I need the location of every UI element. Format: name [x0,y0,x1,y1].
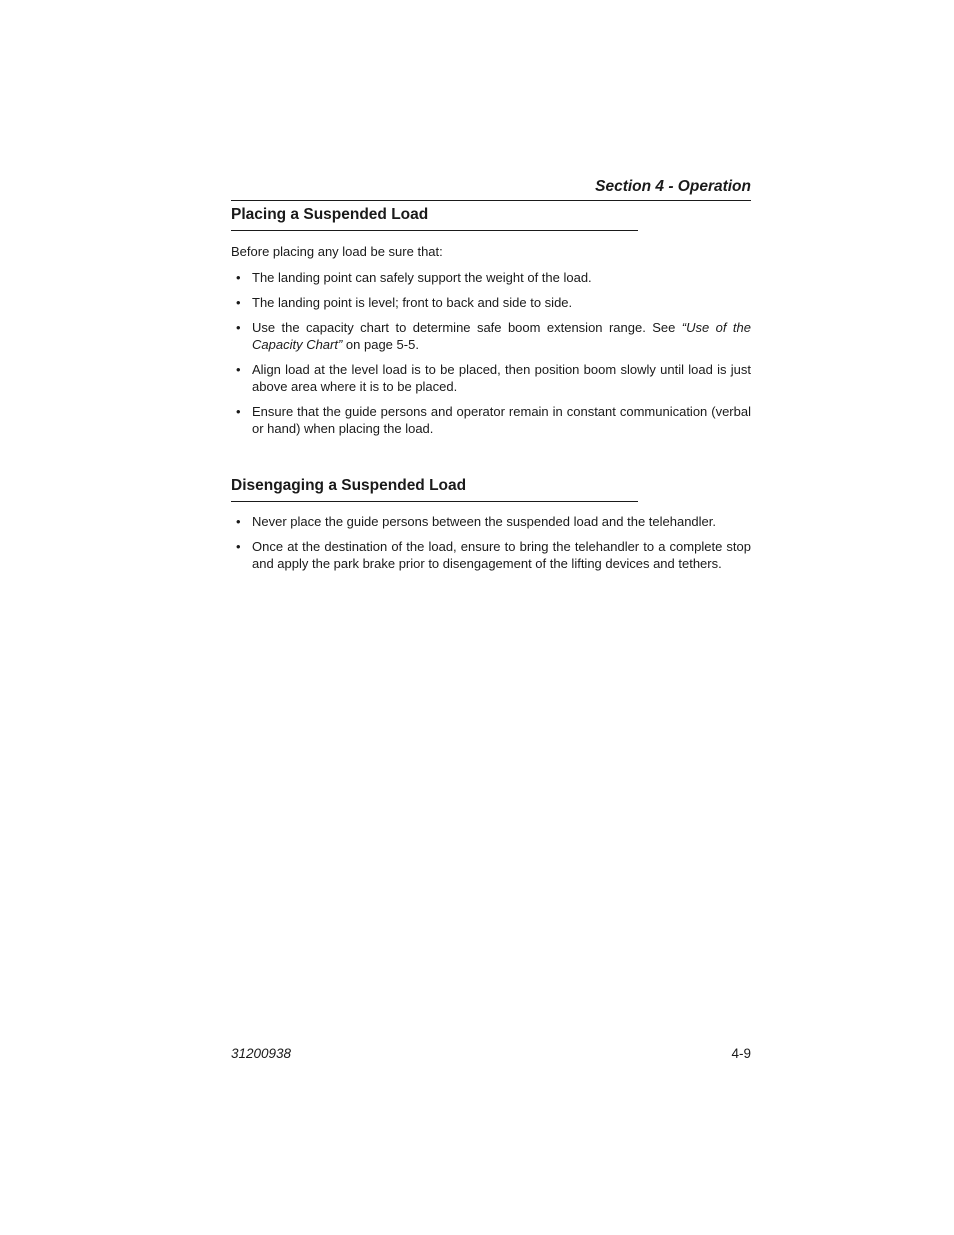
capacity-chart-reference: “Use of the Capacity Chart” [252,320,751,352]
document-page [231,0,751,1235]
disengaging-checklist [231,513,751,580]
bullet-icon: • [236,514,241,529]
list-item-text: Ensure that the guide persons and operator remain in constant communication (verbal or hand) when placing the load. [252,404,751,436]
document-number: 31200938 [231,1046,292,1061]
list-item [231,538,751,572]
list-item-text-before: Use the capacity chart to determine safe boom extension range. See [252,320,682,335]
list-item [231,403,751,437]
list-item [231,294,751,311]
bullet-icon: • [236,320,241,335]
disengaging-load-heading: Disengaging a Suspended Load [231,476,638,502]
list-item-text: The landing point can safely support the weight of the load. [252,270,592,285]
list-item-text: Align load at the level load is to be placed, then position boom slowly until load is just above area where it is to be placed. [252,362,751,394]
list-item-text [252,320,751,352]
page-number: 4-9 [731,1046,751,1061]
list-item [231,319,751,353]
bullet-icon: • [236,362,241,377]
list-item [231,269,751,286]
bullet-icon: • [236,270,241,285]
section-header: Section 4 - Operation [231,177,751,201]
list-item-text: Once at the destination of the load, ensure to bring the telehandler to a complete stop and apply the park brake prior to disengagement of the lifting devices and tethers. [252,539,751,571]
list-item [231,513,751,530]
placing-load-heading: Placing a Suspended Load [231,205,638,231]
list-item-text: The landing point is level; front to back and side to side. [252,295,573,310]
bullet-icon: • [236,539,241,554]
placing-intro-text: Before placing any load be sure that: [231,244,443,259]
list-item [231,361,751,395]
bullet-icon: • [236,404,241,419]
bullet-icon: • [236,295,241,310]
list-item-text-after: on page 5-5. [342,337,419,352]
placing-checklist [231,269,751,445]
list-item-text: Never place the guide persons between the suspended load and the telehandler. [252,514,717,529]
